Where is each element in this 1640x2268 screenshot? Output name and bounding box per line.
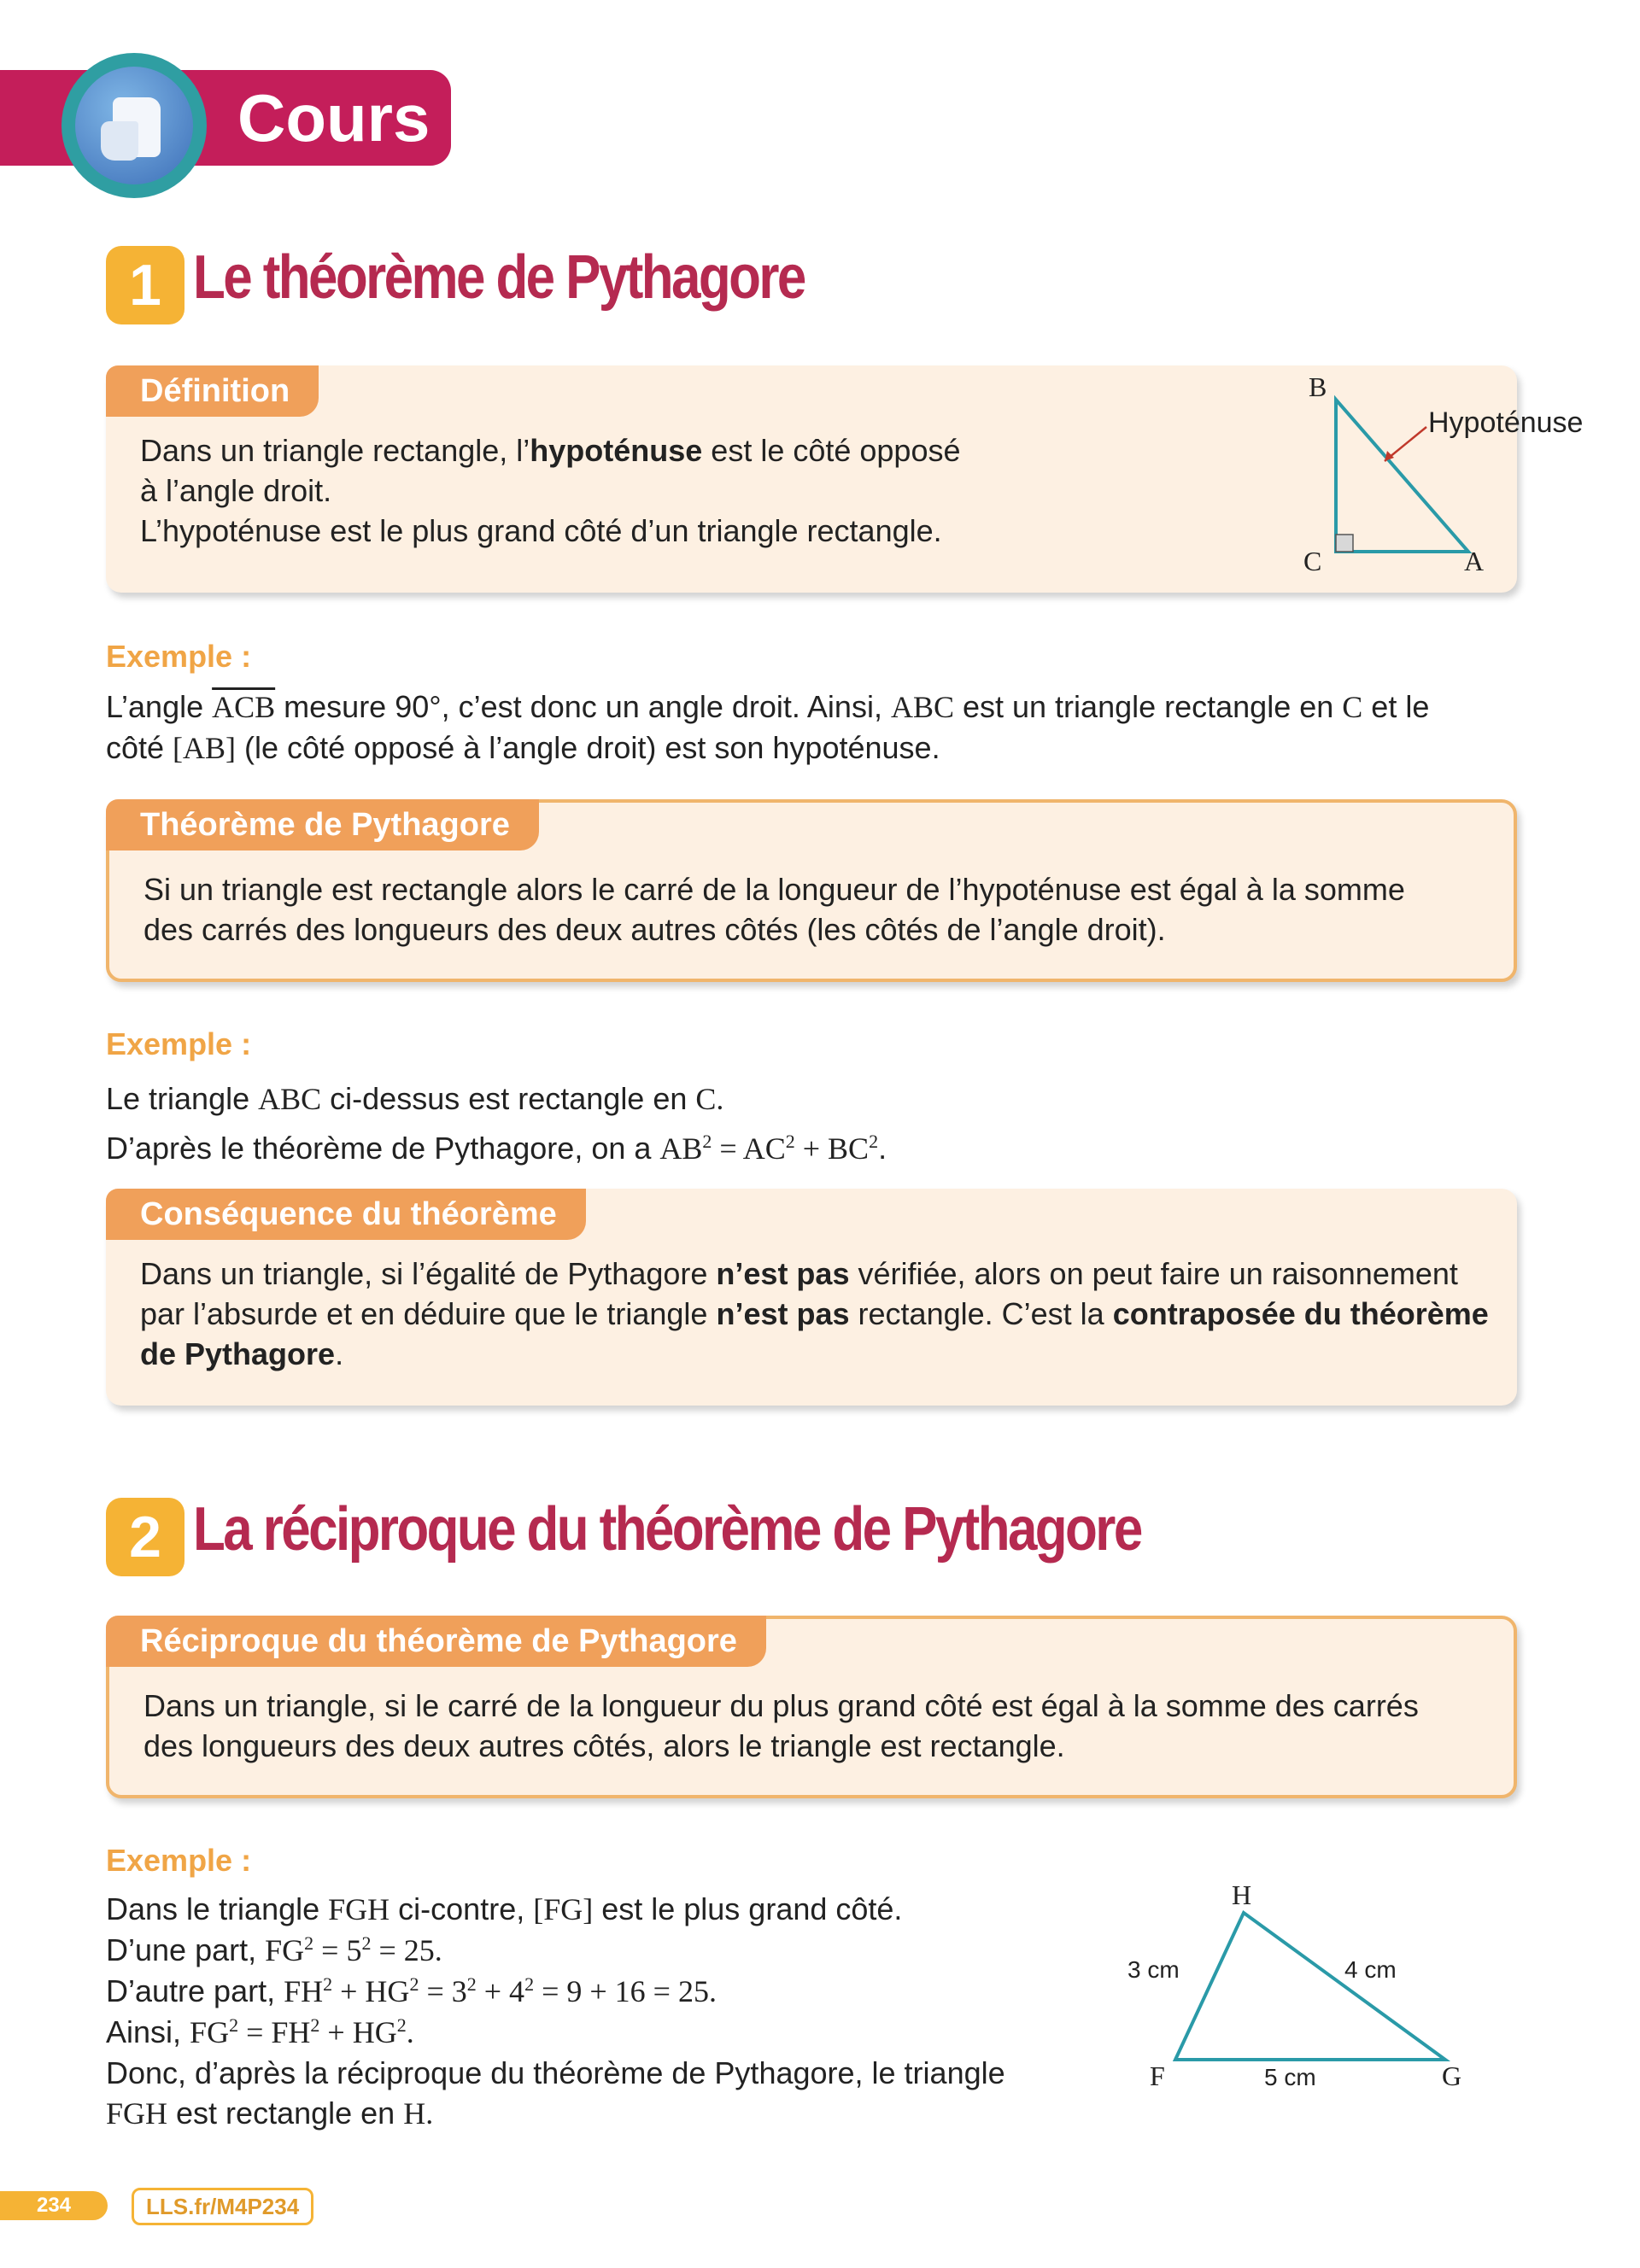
example-3-text [106, 1889, 1005, 2134]
resource-link[interactable]: LLS.fr/M4P234 [132, 2188, 313, 2225]
vertex-g-label: G [1442, 2060, 1462, 2091]
definition-text [140, 430, 961, 551]
theorem-box [106, 799, 1517, 982]
reciprocal-line-1: Dans un triangle, si le carré de la longueur du plus grand côté est égal à la somme des carrés [144, 1688, 1419, 1723]
right-triangle-figure [1174, 365, 1584, 593]
theorem-line-2: des carrés des longueurs des deux autres côtés (les côtés de l’angle droit). [144, 912, 1166, 947]
consequence-line-2: par l’absurde et en déduire que le triangle n’est pas rectangle. C’est la contraposée du théorème [140, 1296, 1489, 1331]
example-2-label: Exemple : [106, 1026, 252, 1061]
definition-tag: Définition [106, 365, 319, 417]
consequence-line-3: de Pythagore. [140, 1336, 344, 1371]
example-3-line-6: FGH est rectangle en H. [106, 2096, 434, 2131]
document-icon [62, 53, 207, 198]
consequence-line-1: Dans un triangle, si l’égalité de Pythagore n’est pas vérifiée, alors on peut faire un raisonnement [140, 1256, 1458, 1291]
definition-box [106, 365, 1584, 593]
example-3-line-4: Ainsi, $FG^2 = FH^2 + HG^2$. [106, 2014, 414, 2049]
side-fg-label: 5 cm [1264, 2064, 1316, 2090]
reciprocal-line-2: des longueurs des deux autres côtés, alors le triangle est rectangle. [144, 1728, 1065, 1763]
example-3-line-2: D’une part, $FG^2 = 5^2 = 25$. [106, 1932, 442, 1967]
document-icon-inner [75, 67, 193, 184]
example-1-text [106, 687, 1429, 769]
page-number: 234 [0, 2191, 108, 2220]
triangle-fgh [1175, 1913, 1445, 2060]
definition-line-3: L’hypoténuse est le plus grand côté d’un triangle rectangle. [140, 513, 942, 548]
example-2-line-2: D’après le théorème de Pythagore, on a $AB^2 = AC^2 + BC^2$. [106, 1131, 887, 1166]
vertex-h-label: H [1232, 1879, 1252, 1910]
definition-line-1: Dans un triangle rectangle, l’hypoténuse est le côté opposé [140, 433, 961, 468]
theorem-text [144, 869, 1405, 950]
reciprocal-box [106, 1616, 1517, 1798]
pythagoras-equation: $AB^2 = AC^2 + BC^2$ [659, 1131, 879, 1166]
document-icon-fold [101, 121, 138, 161]
triangle-fgh-figure [1093, 1867, 1486, 2097]
consequence-tag: Conséquence du théorème [106, 1189, 586, 1240]
right-angle-mark [1336, 535, 1353, 552]
theorem-tag: Théorème de Pythagore [106, 799, 539, 850]
example-3-label: Exemple : [106, 1843, 252, 1878]
vertex-f-label: F [1150, 2060, 1165, 2091]
example-1-label: Exemple : [106, 639, 252, 674]
angle-acb: $\overline{ACB}$ [212, 690, 276, 724]
example-3-line-5: Donc, d’après la réciproque du théorème de Pythagore, le triangle [106, 2055, 1005, 2090]
definition-line-2: à l’angle droit. [140, 473, 332, 508]
consequence-box [106, 1189, 1517, 1406]
side-hg-label: 4 cm [1344, 1956, 1397, 1983]
example-3-line-1: Dans le triangle FGH ci-contre, [FG] est le plus grand côté. [106, 1891, 903, 1926]
reciprocal-tag: Réciproque du théorème de Pythagore [106, 1616, 766, 1667]
example-2-text [106, 1074, 887, 1173]
reciprocal-text [144, 1686, 1419, 1766]
section-2-title: La réciproque du théorème de Pythagore [193, 1495, 1141, 1564]
example-2-line-1: Le triangle ABC ci-dessus est rectangle en C. [106, 1081, 724, 1116]
section-2-number: 2 [106, 1498, 184, 1576]
example-1-line-1: L’angle $\overline{ACB}$ mesure 90°, c’est donc un angle droit. Ainsi, ABC est un triangle rectangle en C et le [106, 689, 1430, 724]
consequence-text [140, 1254, 1489, 1374]
hypotenuse-label: Hypoténuse [1428, 406, 1584, 439]
section-1-number: 1 [106, 246, 184, 324]
section-1-title: Le théorème de Pythagore [193, 243, 805, 312]
example-3-line-3: D’autre part, $FH^2 + HG^2 = 3^2 + 4^2 = 9 + 16 = 25$. [106, 1973, 717, 2008]
vertex-b-label: B [1309, 371, 1327, 402]
theorem-line-1: Si un triangle est rectangle alors le carré de la longueur de l’hypoténuse est égal à la somme [144, 872, 1405, 907]
cours-title: Cours [237, 80, 430, 155]
example-1-line-2: côté [AB] (le côté opposé à l’angle droit) est son hypoténuse. [106, 730, 940, 765]
vertex-a-label: A [1464, 546, 1485, 576]
vertex-c-label: C [1303, 546, 1322, 576]
side-fh-label: 3 cm [1128, 1956, 1180, 1983]
